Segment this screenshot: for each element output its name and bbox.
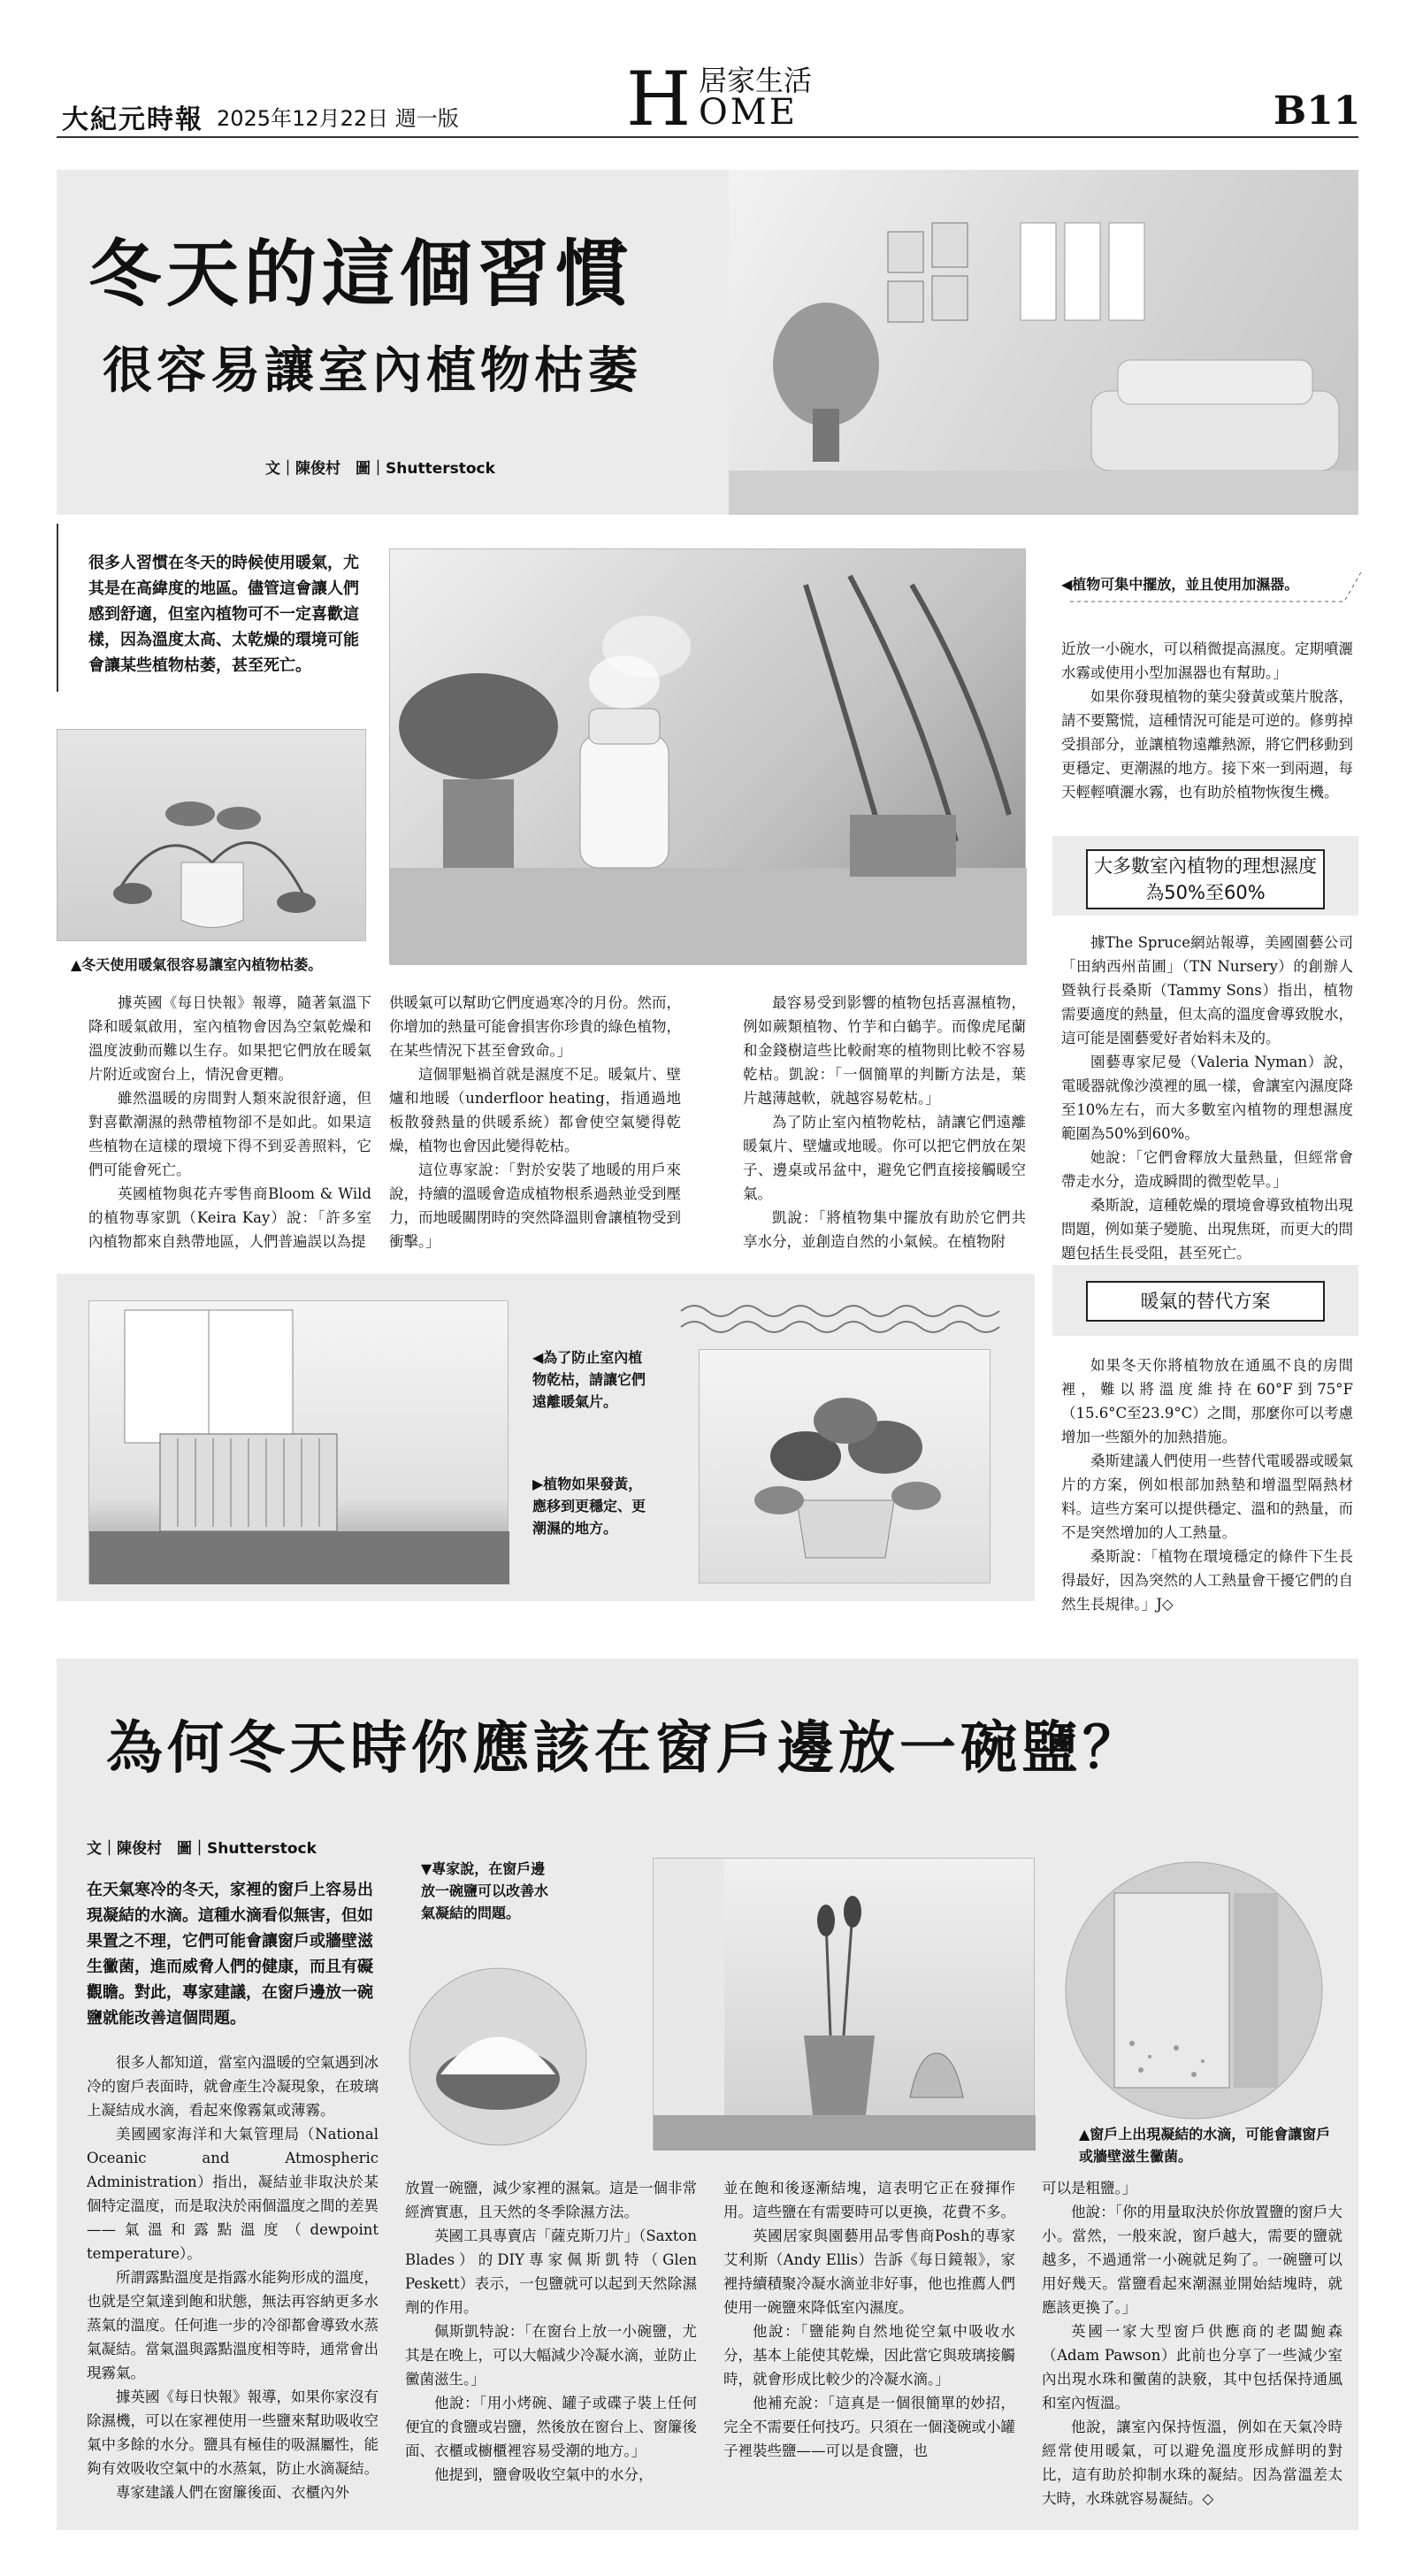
paragraph: 她說：「它們會釋放大量熱量，但經常會帶走水分，造成瞬間的微型乾旱。」 (1061, 1149, 1353, 1190)
paragraph: 他說，讓室內保持恆溫，例如在天氣冷時經常使用暖氣，可以避免溫度形成鮮明的對比，這有助於抑制水珠的凝結。因為當溫差太大時，水珠就容易凝結。◇ (1042, 2419, 1342, 2507)
wilted-plant-photo (57, 729, 366, 941)
article2-title: 為何冬天時你應該在窗戶邊放一碗鹽？ (106, 1716, 1143, 1782)
caption-wilted-plant: ▲冬天使用暖氣很容易讓室內植物枯萎。 (71, 956, 323, 973)
paragraph: 凱說：「將植物集中擺放有助於它們共享水分，並創造自然的小氣候。在植物附 (743, 1209, 1026, 1250)
humidifier-photo (389, 548, 1026, 964)
paragraph: 放置一碗鹽，減少家裡的濕氣。這是一個非常經濟實惠，且天然的冬季除濕方法。 (405, 2180, 697, 2220)
paragraph: 據英國《每日快報》報導，如果你家沒有除濕機，可以在家裡使用一些鹽來幫助吸收空氣中多餘的水分。鹽具有極佳的吸濕屬性，能夠有效吸收空氣中的水蒸氣，防止水滴凝結。 (87, 2388, 379, 2477)
page-number: B11 (1274, 88, 1361, 134)
article2-column-3 (723, 2176, 1015, 2463)
paragraph: 英國工具專賣店「薩克斯刀片」（Saxton Blades）的DIY專家佩斯凱特（Glen Peskett）表示，一包鹽就可以起到天然除濕劑的作用。 (405, 2227, 697, 2316)
article1-column-4c (1061, 1353, 1353, 1616)
paragraph: 很多人都知道，當室內溫暖的空氣遇到冰冷的窗戶表面時，就會產生冷凝現象，在玻璃上凝結成水滴，看起來像霧氣或薄霧。 (87, 2054, 379, 2119)
paragraph: 近放一小碗水，可以稍微提高濕度。定期噴灑水霧或使用小型加濕器也有幫助。」 (1061, 640, 1353, 681)
article1-column-1 (88, 991, 371, 1254)
issue-date: 2025年12月22日 週一版 (217, 106, 459, 131)
paragraph: 他補充說：「這真是一個很簡單的妙招，完全不需要任何技巧。只須在一個淺碗或小罐子裡裝些鹽——可以是食鹽，也 (723, 2395, 1015, 2459)
header-rule (57, 136, 1358, 138)
paragraph: 桑斯說，這種乾燥的環境會導致植物出現問題，例如葉子變脆、出現焦斑，而更大的問題包括生長受阻，甚至死亡。 (1061, 1197, 1353, 1261)
section-title-cn: 居家生活 (699, 64, 813, 97)
paragraph: 桑斯說：「植物在環境穩定的條件下生長得最好，因為突然的人工熱量會干擾它們的自然生長規律。」J◇ (1061, 1548, 1353, 1613)
article2-lead: 在天氣寒冷的冬天，家裡的窗戶上容易出現凝結的水滴。這種水滴看似無害，但如果置之不理，它們可能會讓窗戶或牆壁滋生黴菌，進而威脅人們的健康，而且有礙觀瞻。對此，專家建議，在窗戶邊放一碗鹽就能改善這個問題。 (87, 1881, 373, 2028)
paragraph: 並在飽和後逐漸結塊，這表明它正在發揮作用。這些鹽在有需要時可以更換，花費不多。 (723, 2180, 1015, 2220)
living-room-photo (729, 170, 1358, 515)
paragraph: 佩斯凱特說：「在窗台上放一小碗鹽，尤其是在晚上，可以大幅減少冷凝水滴，並防止黴菌滋生。」 (405, 2323, 697, 2388)
article1-column-4b (1061, 931, 1353, 1265)
article1-column-2 (389, 991, 681, 1254)
paragraph: 據英國《每日快報》報導，隨著氣溫下降和暖氣啟用，室內植物會因為空氣乾燥和溫度波動而難以生存。如果把它們放在暖氣片附近或窗台上，情況會更糟。 (88, 994, 371, 1083)
paper-name: 大紀元時報 (62, 104, 203, 135)
paragraph: 園藝專家尼曼（Valeria Nyman）說，電暖器就像沙漠裡的風一樣，會讓室內濕度降至10%左右，而大多數室內植物的理想濕度範圍為50%到60%。 (1061, 1054, 1353, 1142)
article2-column-1 (87, 2051, 379, 2504)
paragraph: 英國居家與園藝用品零售商Posh的專家艾利斯（Andy Ellis）告訴《每日鏡報》，家裡持續積聚冷凝水滴並非好事，他也推薦人們使用一碗鹽來降低室內濕度。 (723, 2227, 1015, 2316)
paragraph: 如果你發現植物的葉尖發黃或葉片脫落，請不要驚慌，這種情況可能是可逆的。修剪掉受損部分，並讓植物遠離熱源，將它們移動到更穩定、更潮濕的地方。接下來一到兩週，每天輕輕噴灑水霧，也有助於植物恢復生機。 (1061, 688, 1353, 801)
wave-decoration (654, 1293, 1026, 1346)
humidity-subhead: 大多數室內植物的理想濕度為50%至60% (1086, 849, 1325, 909)
salt-bowl-photo (405, 1964, 591, 2150)
lead-bar (57, 524, 58, 692)
article1-title-line2: 很容易讓室內植物枯萎 (103, 342, 642, 400)
paragraph: 他說：「用小烤碗、罐子或碟子裝上任何便宜的食鹽或岩鹽，然後放在窗台上、窗簾後面、衣櫃或櫥櫃裡容易受潮的地方。」 (405, 2395, 697, 2459)
radiator-photo (88, 1300, 509, 1583)
paragraph: 這位專家說：「對於安裝了地暖的用戶來說，持續的溫暖會造成植物根系過熱並受到壓力，而地暖關閉時的突然降溫則會讓植物受到衝擊。」 (389, 1162, 681, 1250)
paragraph: 美國國家海洋和大氣管理局（National Oceanic and Atmospheric Administration）指出，凝結並非取決於某個特定溫度，而是取決於兩個溫度之間的差異——氣溫和露點溫度（dewpoint temperature）。 (87, 2126, 379, 2262)
caption-dashed-leader (1052, 566, 1371, 637)
alternatives-subhead: 暖氣的替代方案 (1086, 1281, 1325, 1322)
article1-column-4a (1061, 637, 1353, 804)
paragraph: 雖然溫暖的房間對人類來說很舒適，但對喜歡潮濕的熱帶植物卻不是如此。如果這些植物在這樣的環境下得不到妥善照料，它們可能會死亡。 (88, 1090, 371, 1178)
yellow-plant-photo (699, 1349, 990, 1583)
paragraph: 可以是粗鹽。」 (1042, 2180, 1137, 2196)
paragraph: 桑斯建議人們使用一些替代電暖器或暖氣片的方案，例如根部加熱墊和增溫型隔熱材料。這些方案可以提供穩定、溫和的熱量，而不是突然增加的人工熱量。 (1061, 1453, 1353, 1541)
paragraph: 最容易受到影響的植物包括喜濕植物，例如蕨類植物、竹芋和白鶴芋。而像虎尾蘭和金錢樹這些比較耐寒的植物則比較不容易乾枯。凱說：「一個簡單的判斷方法是，葉片越薄越軟，就越容易乾枯。」 (743, 994, 1026, 1107)
caption-window: ▲窗戶上出現凝結的水滴，可能會讓窗戶或牆壁滋生黴菌。 (1079, 2126, 1331, 2165)
paragraph: 英國一家大型窗戶供應商的老闆鮑森（Adam Pawson）此前也分享了一些減少室內出現水珠和黴菌的訣竅，其中包括保持通風和室內恆溫。 (1042, 2323, 1342, 2411)
section-letter: H (626, 56, 692, 142)
article1-title-line1: 冬天的這個習慣 (88, 233, 634, 317)
article2-byline: 文｜陳俊村 圖｜Shutterstock (87, 1840, 317, 1858)
article1-column-3 (743, 991, 1026, 1254)
article1-lead: 很多人習慣在冬天的時候使用暖氣，尤其是在高緯度的地區。儘管這會讓人們感到舒適，但室內植物可不一定喜歡這樣，因為溫度太高、太乾燥的環境可能會讓某些植物枯萎，甚至死亡。 (88, 554, 359, 675)
article2-column-4 (1042, 2176, 1342, 2511)
paragraph: 他提到，鹽會吸收空氣中的水分， (434, 2466, 654, 2483)
article1-byline: 文｜陳俊村 圖｜Shutterstock (265, 460, 495, 478)
paragraph: 據The Spruce網站報導，美國園藝公司「田納西州苗圃」（TN Nursery）的創辦人暨執行長桑斯（Tammy Sons）指出，植物需要適度的熱量，但太高的溫度會導致脫水，這可能是園藝愛好者始料未及的。 (1061, 934, 1353, 1046)
condensation-window-photo (1061, 1858, 1327, 2123)
article2-column-2 (405, 2176, 697, 2487)
paragraph: 所謂露點溫度是指露水能夠形成的溫度，也就是空氣達到飽和狀態，無法再容納更多水蒸氣的溫度。任何進一步的冷卻都會導致水蒸氣凝結。當氣溫與露點溫度相等時，通常會出現霧氣。 (87, 2269, 379, 2381)
caption-yellow-plant: ▶植物如果發黃，應移到更穩定、更潮濕的地方。 (532, 1476, 646, 1537)
caption-salt: ▼專家說，在窗戶邊放一碗鹽可以改善水氣凝結的問題。 (421, 1860, 549, 1921)
caption-radiator: ◀為了防止室內植物乾枯，請讓它們遠離暖氣片。 (532, 1349, 646, 1410)
caption-humidifier: ◀植物可集中擺放，並且使用加濕器。 (1061, 576, 1299, 593)
paragraph: 供暖氣可以幫助它們度過寒冷的月份。然而，你增加的熱量可能會損害你珍貴的綠色植物，在某些情況下甚至會致命。」 (389, 994, 681, 1059)
paragraph: 他說：「你的用量取決於你放置鹽的窗戶大小。當然，一般來說，窗戶越大，需要的鹽就越多，不過通常一小碗就足夠了。一碗鹽可以用好幾天。當鹽看起來潮濕並開始結塊時，就應該更換了。」 (1042, 2204, 1342, 2316)
paragraph: 這個罪魁禍首就是濕度不足。暖氣片、壁爐和地暖（underfloor heating，指通過地板散發熱量的供暖系統）都會使空氣變得乾燥，植物也會因此變得乾枯。 (389, 1066, 681, 1154)
paragraph: 為了防止室內植物乾枯，請讓它們遠離暖氣片、壁爐或地暖。你可以把它們放在架子、邊桌或吊盆中，避免它們直接接觸暖空氣。 (743, 1114, 1026, 1202)
section-title-en: OME (699, 92, 798, 133)
paragraph: 他說：「鹽能夠自然地從空氣中吸收水分，基本上能使其乾燥，因此當它與玻璃接觸時，就會形成比較少的冷凝水滴。」 (723, 2323, 1015, 2388)
window-plant-photo (653, 1858, 1035, 2150)
paragraph: 英國植物與花卉零售商Bloom & Wild的植物專家凱（Keira Kay）說：「許多室內植物都來自熱帶地區，人們普遍誤以為提 (88, 1185, 371, 1250)
paragraph: 如果冬天你將植物放在通風不良的房間裡，難以將溫度維持在60°F到75°F（15.6°C至23.9°C）之間，那麼你可以考慮增加一些額外的加熱措施。 (1061, 1357, 1353, 1445)
paragraph: 專家建議人們在窗簾後面、衣櫃內外 (116, 2484, 349, 2501)
